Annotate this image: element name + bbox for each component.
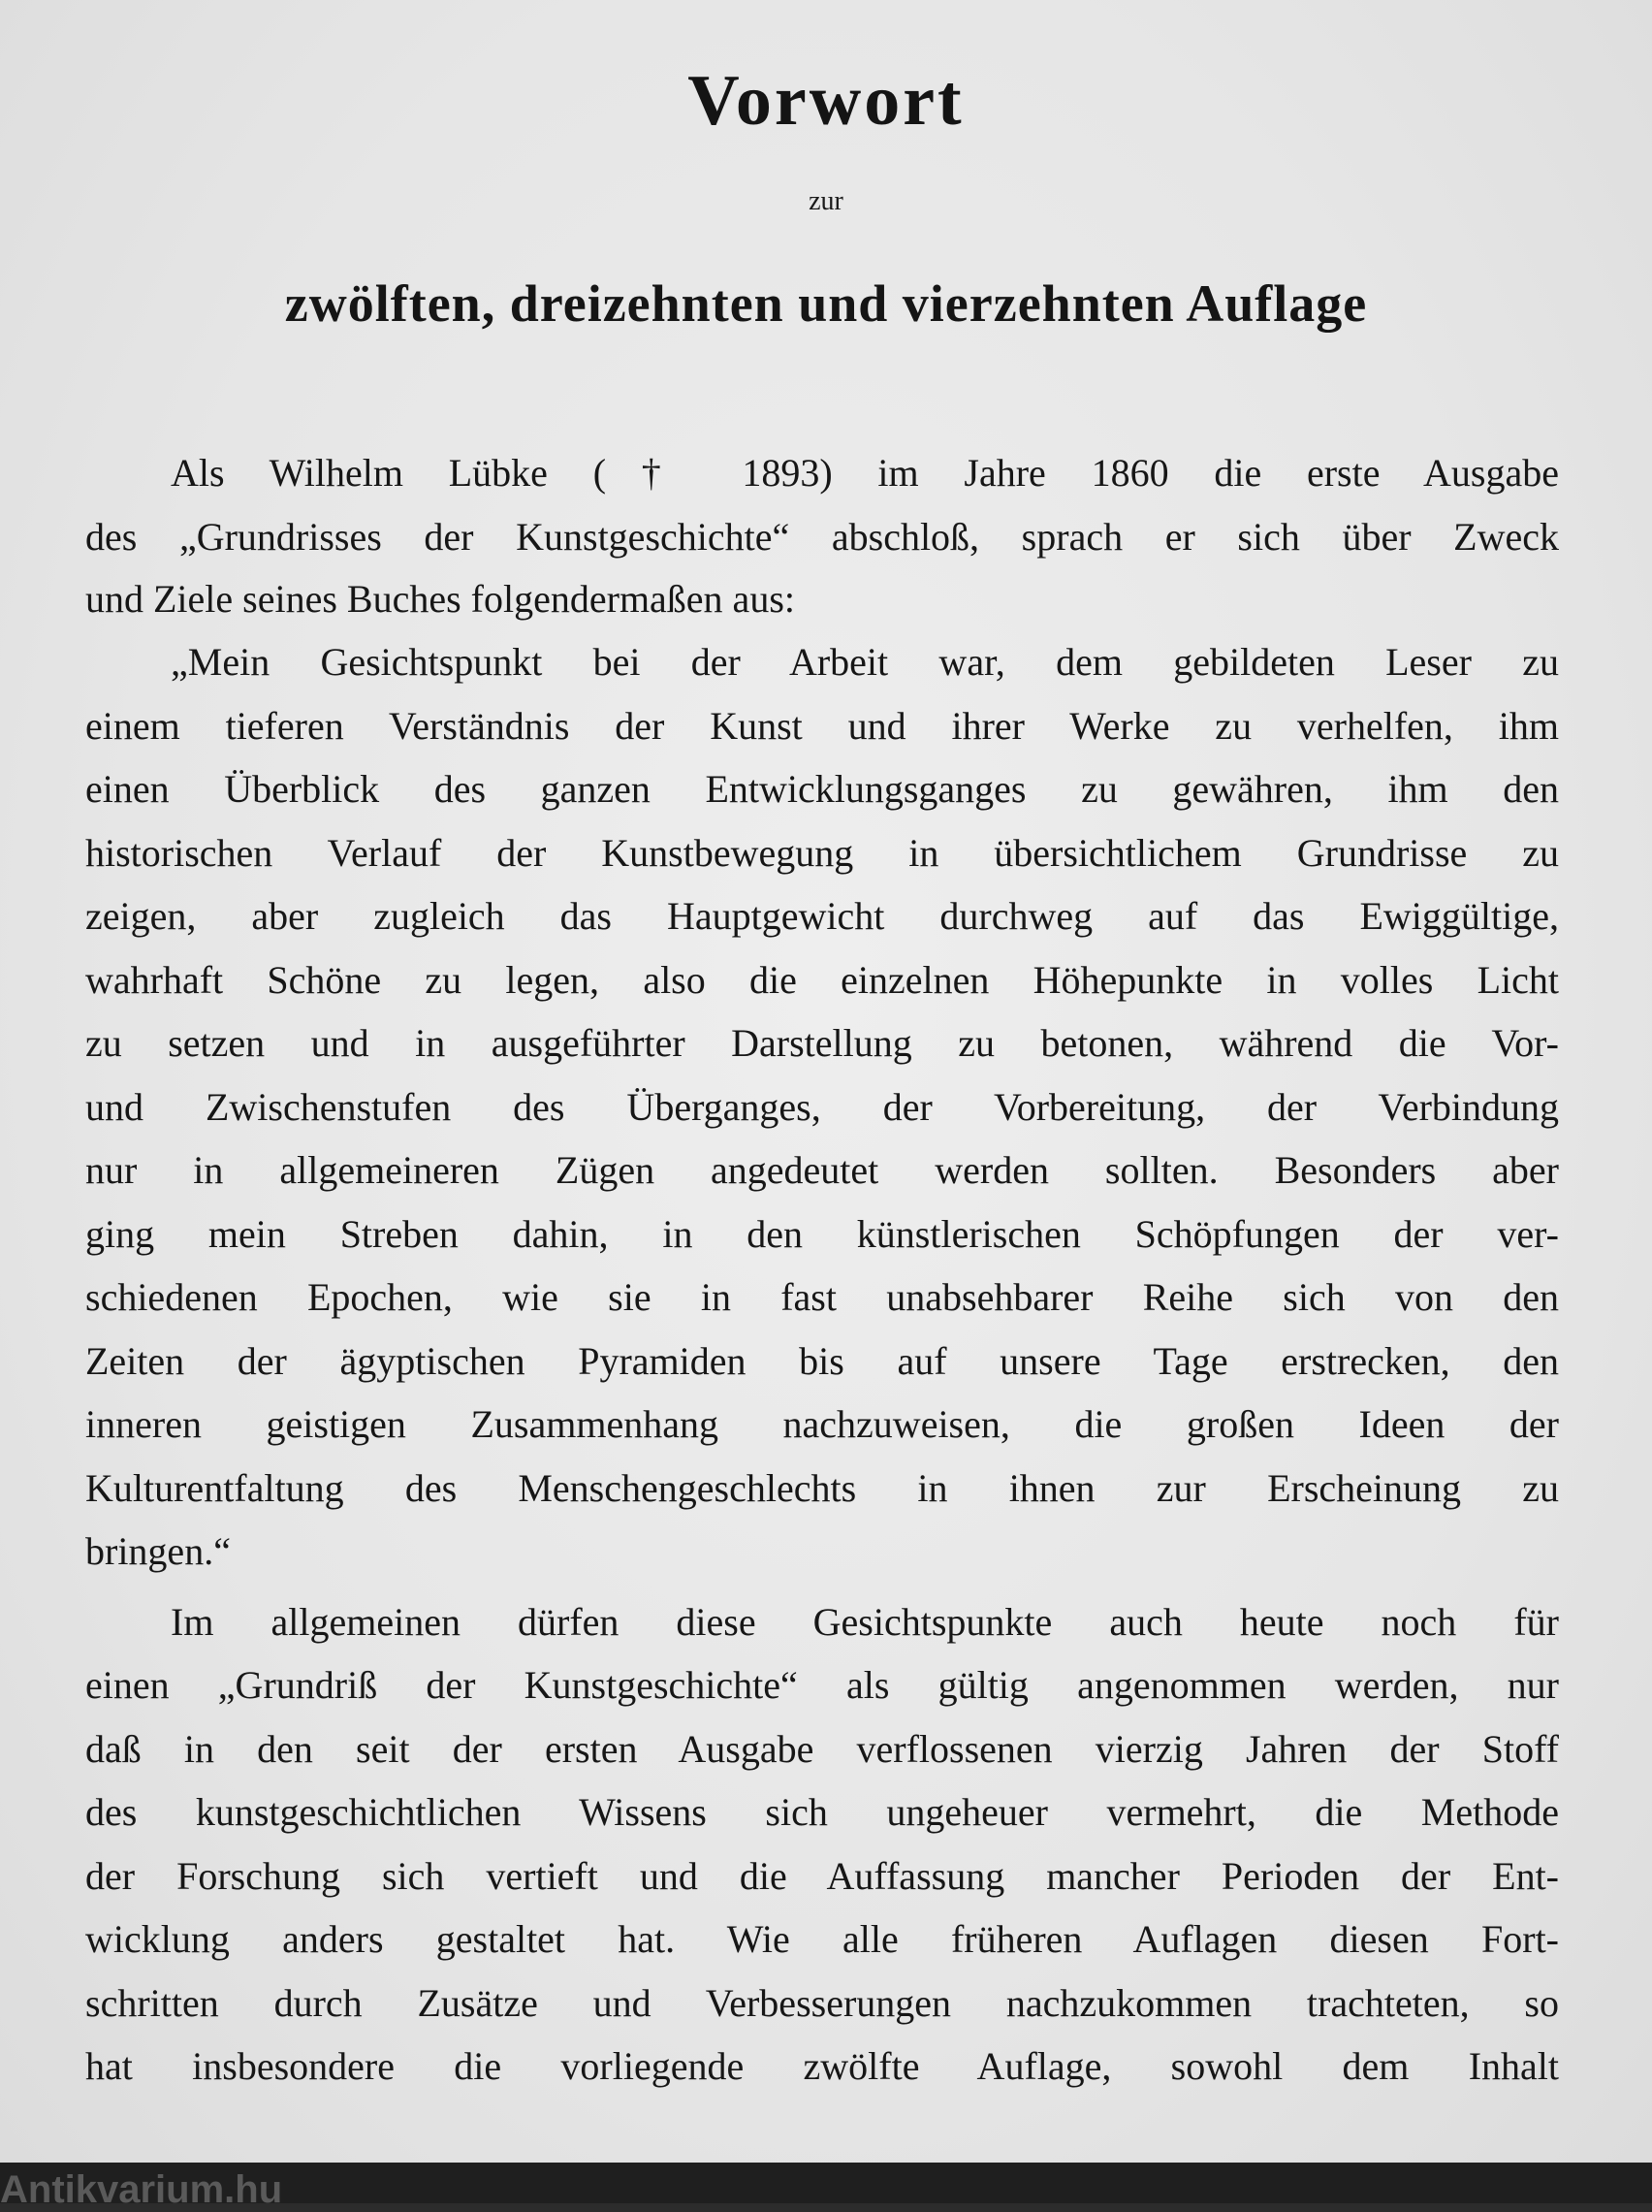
text-line: hat insbesondere die vorliegende zwölfte Auflage, sowohl dem Inhalt (85, 2044, 1559, 2088)
watermark: Antikvarium.hu (0, 2168, 283, 2211)
text-line: einen „Grundriß der Kunstgeschichte“ als gültig angenommen werden, nur (85, 1663, 1559, 1707)
text-line: bringen.“ (85, 1529, 231, 1573)
page-subtitle: zwölften, dreizehnten und vierzehnten Auflage (284, 274, 1368, 333)
text-line: zu setzen und in ausgeführter Darstellung zu betonen, während die Vor- (85, 1021, 1559, 1065)
text-line: wicklung anders gestaltet hat. Wie alle früheren Auflagen diesen Fort- (85, 1917, 1559, 1961)
text-line: und Zwischenstufen des Überganges, der Vorbereitung, der Verbindung (85, 1085, 1559, 1129)
text-line: zeigen, aber zugleich das Hauptgewicht durchweg auf das Ewiggültige, (85, 894, 1559, 938)
text-line: des „Grundrisses der Kunstgeschichte“ abschloß, sprach er sich über Zweck (85, 515, 1559, 559)
text-line: Kulturentfaltung des Menschengeschlechts in ihnen zur Erscheinung zu (85, 1466, 1559, 1510)
text-line: einen Überblick des ganzen Entwicklungsganges zu gewähren, ihm den (85, 767, 1559, 811)
text-line: schiedenen Epochen, wie sie in fast unabsehbarer Reihe sich von den (85, 1275, 1559, 1319)
text-line: inneren geistigen Zusammenhang nachzuweisen, die großen Ideen der (85, 1402, 1559, 1446)
text-line: daß in den seit der ersten Ausgabe verflossenen vierzig Jahren der Stoff (85, 1727, 1559, 1771)
text-line: wahrhaft Schöne zu legen, also die einzelnen Höhepunkte in volles Licht (85, 958, 1559, 1002)
text-line: ging mein Streben dahin, in den künstlerischen Schöpfungen der ver- (85, 1212, 1559, 1256)
text-line: des kunstgeschichtlichen Wissens sich ungeheuer vermehrt, die Methode (85, 1790, 1559, 1834)
text-line: Im allgemeinen dürfen diese Gesichtspunkte auch heute noch für (171, 1600, 1559, 1644)
title-preposition: zur (809, 186, 843, 216)
text-line: nur in allgemeineren Zügen angedeutet werden sollten. Besonders aber (85, 1148, 1559, 1192)
text-line: historischen Verlauf der Kunstbewegung in übersichtlichem Grundrisse zu (85, 831, 1559, 875)
text-line: Zeiten der ägyptischen Pyramiden bis auf unsere Tage erstrecken, den (85, 1339, 1559, 1383)
page-title: Vorwort (687, 61, 965, 141)
text-line: einem tieferen Verständnis der Kunst und ihrer Werke zu verhelfen, ihm (85, 704, 1559, 748)
text-line: und Ziele seines Buches folgendermaßen aus: (85, 577, 795, 621)
text-line: „Mein Gesichtspunkt bei der Arbeit war, dem gebildeten Leser zu (171, 640, 1559, 684)
text-line: schritten durch Zusätze und Verbesserungen nachzukommen trachteten, so (85, 1981, 1559, 2025)
text-line: Als Wilhelm Lübke († 1893) im Jahre 1860 die erste Ausgabe (171, 451, 1559, 495)
text-line: der Forschung sich vertieft und die Auffassung mancher Perioden der Ent- (85, 1854, 1559, 1898)
